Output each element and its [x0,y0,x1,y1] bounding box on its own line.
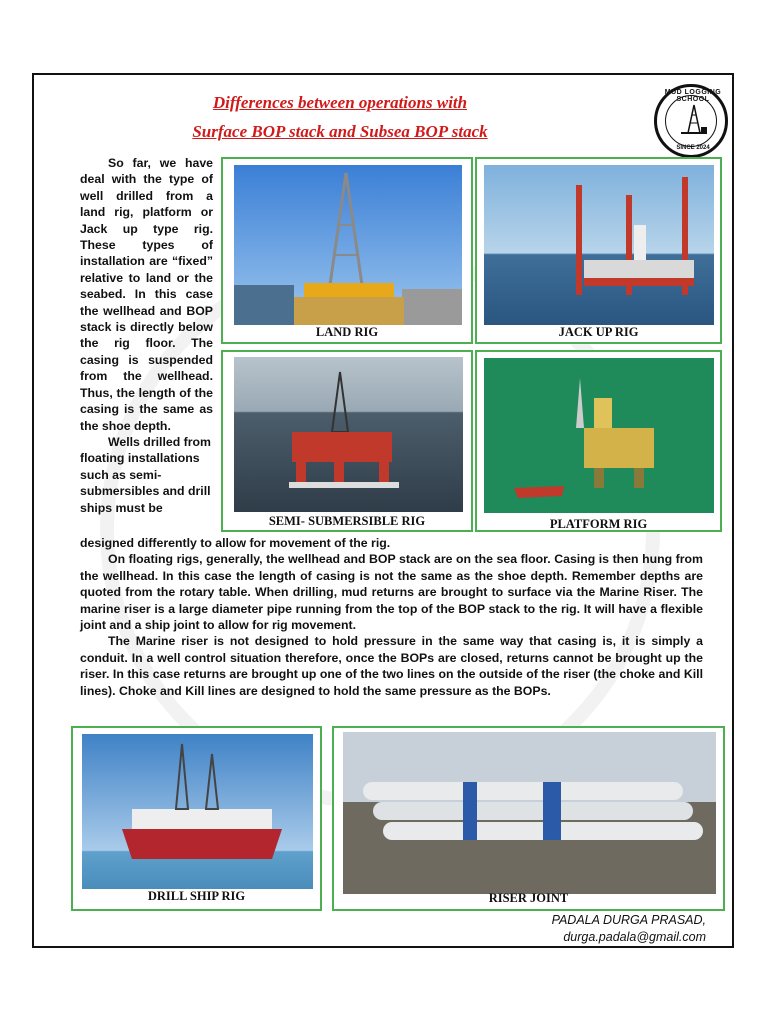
drill-ship-rig-caption: DRILL SHIP RIG [147,889,246,903]
logo-top-text: MUD LOGGING SCHOOL [664,89,722,103]
derrick-icon [679,103,709,137]
drill-ship-rig-figure [71,726,322,911]
riser-joint-photo [343,732,716,894]
jack-up-rig-caption: JACK UP RIG [558,325,639,339]
jack-up-rig-photo [484,165,714,325]
riser-joint-figure [332,726,725,911]
land-rig-photo [234,165,462,325]
semi-sub-rig-photo [234,357,463,512]
land-rig-caption: LAND RIG [315,325,379,339]
school-logo [654,84,728,158]
paragraph-floating-rigs: On floating rigs, generally, the wellhead and BOP stack are on the sea floor. Casing is then hung from the wellhead. In this case the length of casing is not the same as the shoe depth. Remember depths are quoted from the rotary table. When drilling, mud returns are brought to surface via the Marine Riser. The marine riser is a large diameter pipe running from the top of the BOP stack to the rig. It will have a flexible joint and a ship joint to allow for rig movement. [80,552,703,633]
jack-up-rig-figure [475,157,722,344]
land-rig-figure [221,157,473,344]
author-name: PADALA DURGA PRASAD, [551,913,706,927]
page-title-line-1: Differences between operations with [212,93,468,112]
intro-text [80,155,213,516]
drill-ship-rig-photo [82,734,313,889]
semi-sub-rig-caption: SEMI- SUBMERSIBLE RIG [268,514,426,528]
main-text [80,535,703,699]
page-title-line-2: Surface BOP stack and Subsea BOP stack [192,122,488,141]
platform-rig-figure [475,350,722,532]
paragraph-marine-riser: The Marine riser is not designed to hold pressure in the same way that casing is, it is simply a conduit. In a well control situation therefore, once the BOPs are closed, returns cannot be brought up the riser. In this case returns are brought up one of the two lines on the outside of the riser (the choke and Kill lines). Choke and Kill lines are designed to hold the same pressure as the BOPs. [80,634,703,698]
author-email: durga.padala@gmail.com [563,930,706,944]
intro-paragraph-2: Wells drilled from floating installations such as semi-submersibles and drill ships must be [80,434,211,515]
platform-rig-caption: PLATFORM RIG [549,517,648,531]
logo-bottom-text: SINCE 2024 [676,145,710,151]
semi-sub-rig-figure [221,350,473,532]
continuation-text: designed differently to allow for movement of the rig. [80,536,391,550]
intro-paragraph-1: So far, we have deal with the type of well drilled from a land rig, platform or Jack up type rig. These types of installation are “fixed” relative to land or the seabed. In this case the wellhead and BOP stack is directly below the rig floor. The casing is suspended from the wellhead. Thus, the length of the casing is the same as the shoe depth. [80,156,213,433]
platform-rig-photo [484,358,714,513]
riser-joint-caption: RISER JOINT [488,891,569,905]
